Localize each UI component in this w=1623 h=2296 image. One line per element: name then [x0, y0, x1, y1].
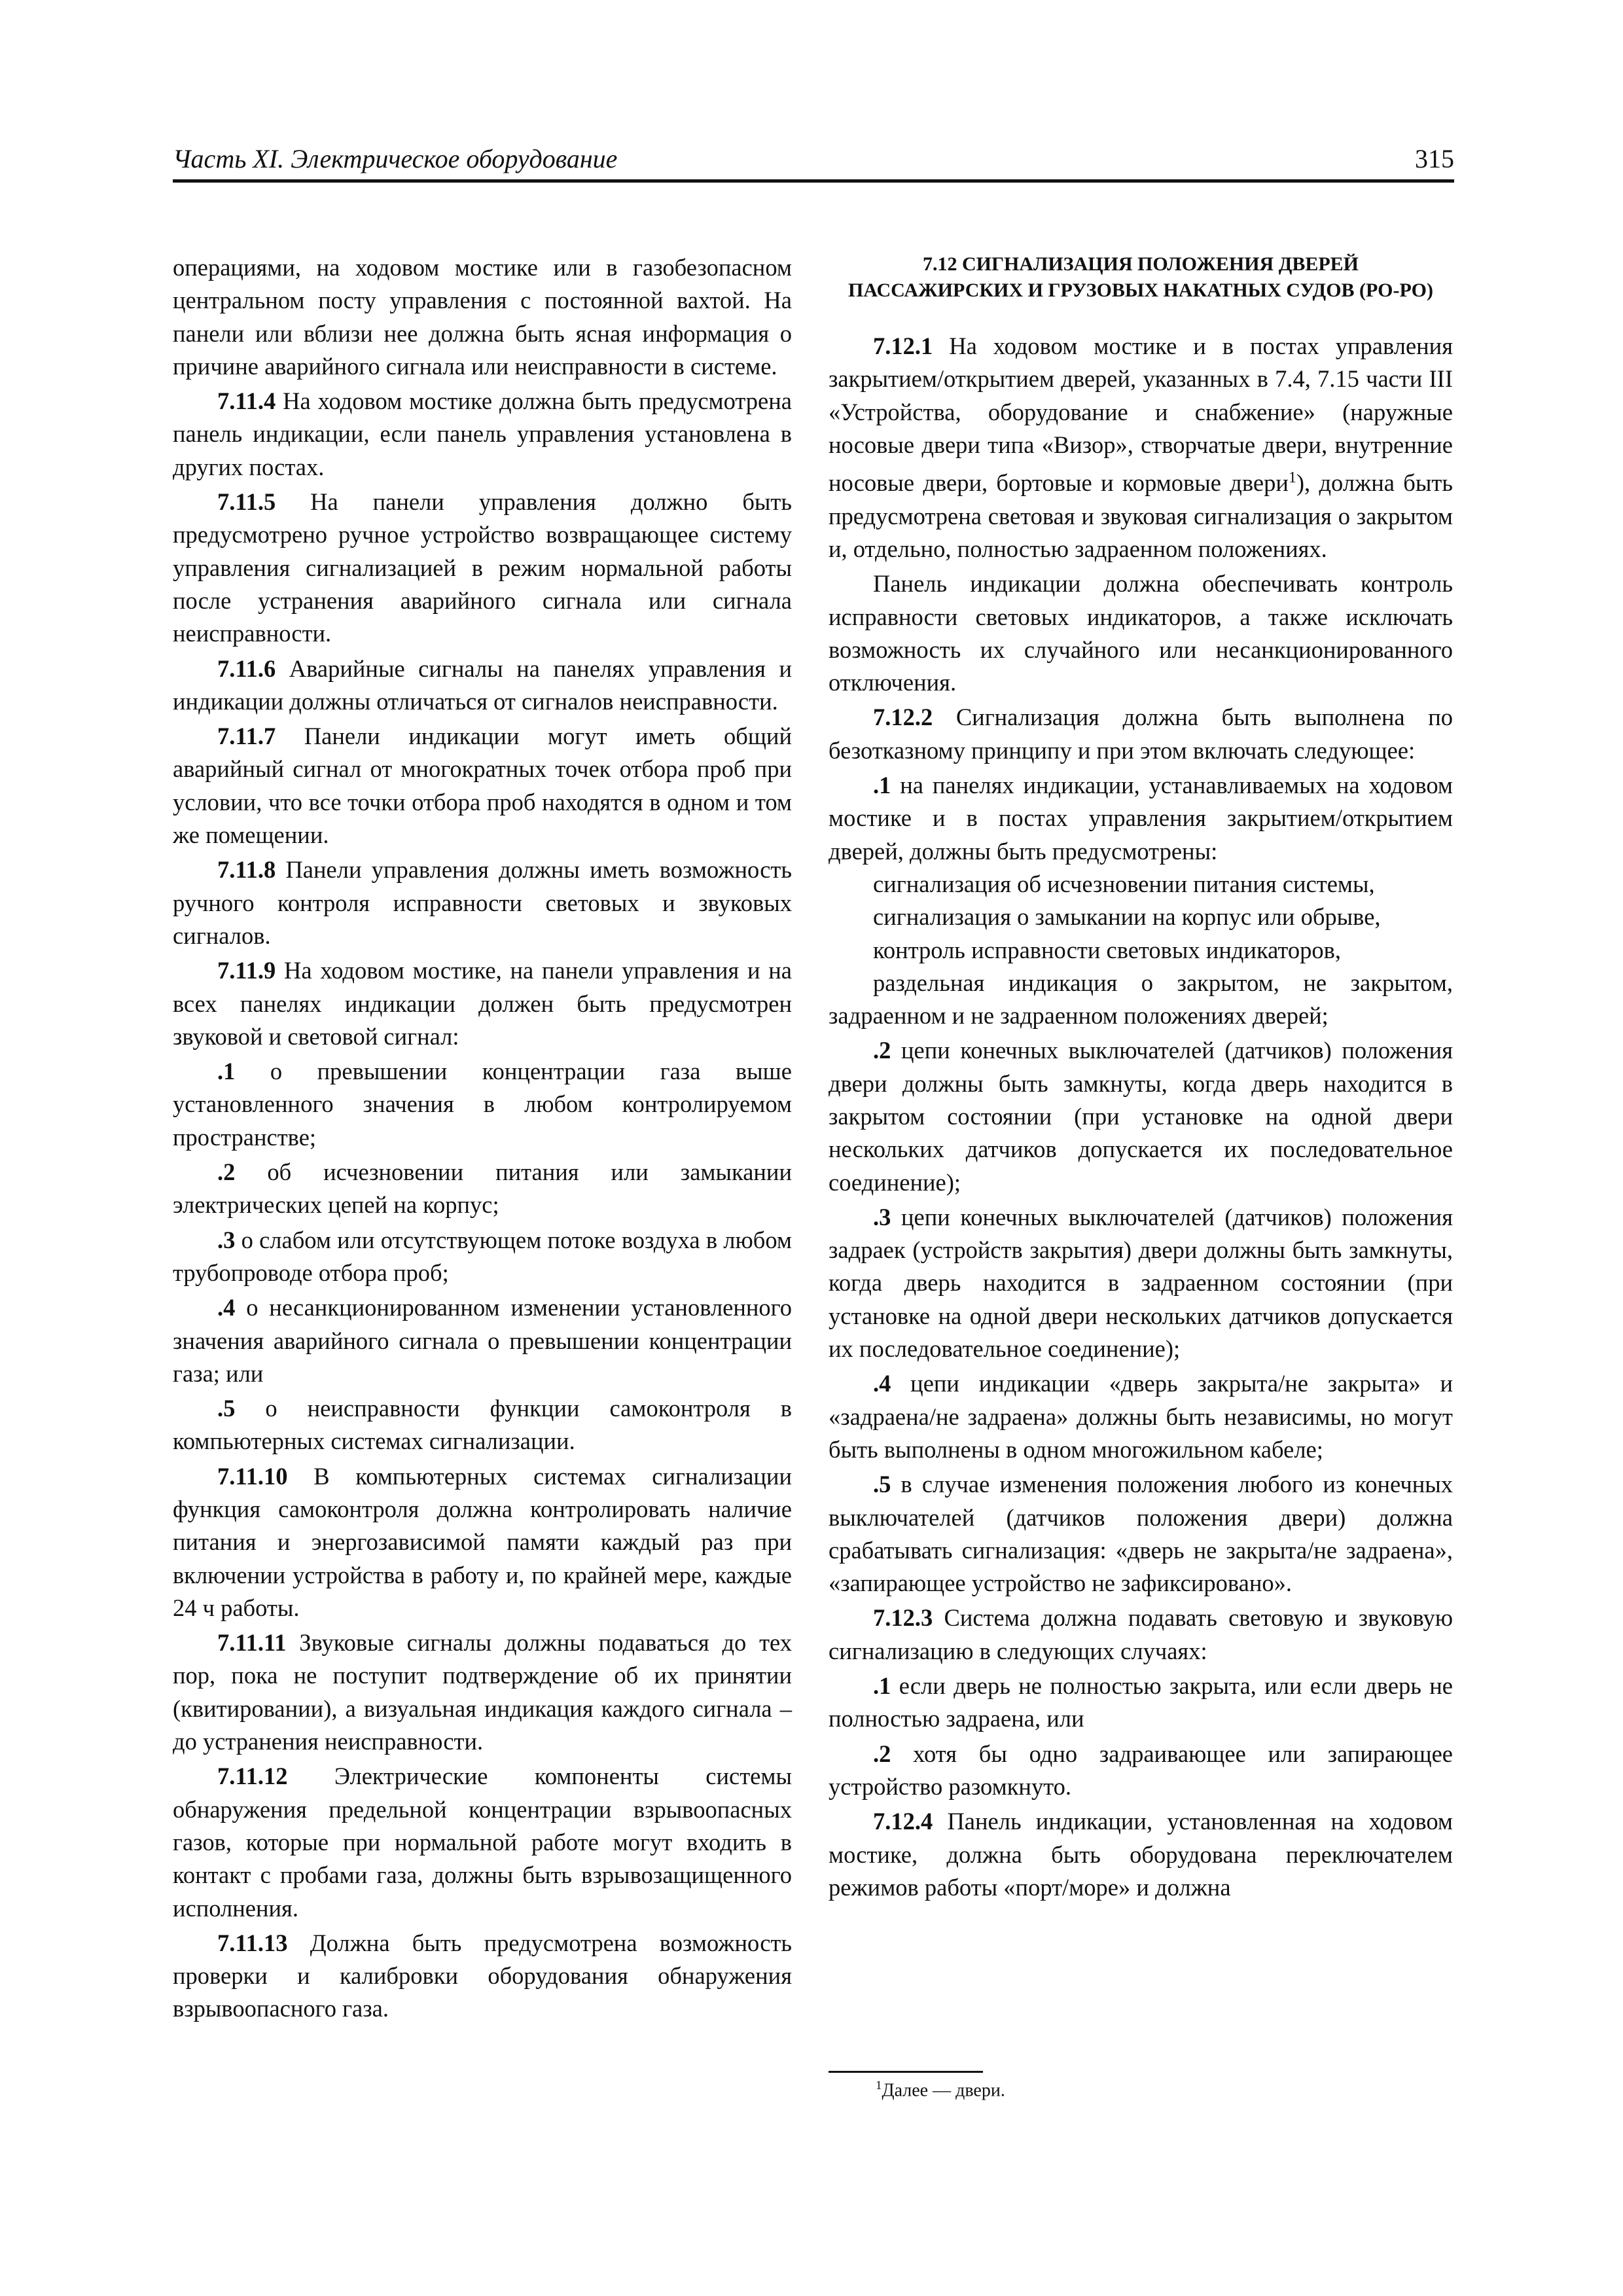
list-item: .2 цепи конечных выключателей (датчиков) положения двери должны быть замкнуты, когда дверь находится в закрытом состоянии (при установке на одной двери нескольких датчиков допускается их последовательное соединение);	[829, 1037, 1453, 1196]
list-subitem: сигнализация об исчезновении питания системы,	[873, 870, 1375, 897]
paragraph-panel: Панель индикации должна обеспечивать контроль исправности световых индикаторов, а также исключать возможность их случайного или несанкционированного отключения.	[829, 570, 1453, 696]
right-column	[829, 251, 1453, 1904]
list-item: .3 о слабом или отсутствующем потоке воздуха в любом трубопроводе отбора проб;	[173, 1226, 793, 1286]
clause-7-11-12: 7.11.12 Электрические компоненты системы обнаружения предельной концентрации взрывоопасных газов, которые при нормальной работе могут входить в контакт с пробами газа, должны быть взрывозащищенного исполнения.	[173, 1763, 793, 1922]
paragraph-intro: операциями, на ходовом мостике или в газобезопасном центральном посту управления с постоянной вахтой. На панели или вблизи нее должна быть ясная информация о причине аварийного сигнала или неисправности в системе.	[173, 254, 792, 380]
clause-7-12-2: 7.12.2 Сигнализация должна быть выполнена по безотказному принципу и при этом включать следующее:	[829, 704, 1453, 764]
section-title: 7.12 СИГНАЛИЗАЦИЯ ПОЛОЖЕНИЯ ДВЕРЕЙ ПАССАЖИРСКИХ И ГРУЗОВЫХ НАКАТНЫХ СУДОВ (РО-РО)	[848, 253, 1433, 301]
list-subitem: раздельная индикация о закрытом, не закрытом, задраенном и не задраенном положениях дверей;	[829, 969, 1453, 1030]
clause-7-11-13: 7.11.13 Должна быть предусмотрена возможность проверки и калибровки оборудования обнаружения взрывоопасного газа.	[173, 1929, 793, 2022]
page-header	[173, 145, 1454, 183]
footnote-rule	[829, 2071, 983, 2073]
clause-7-11-7: 7.11.7 Панели индикации могут иметь общий аварийный сигнал от многократных точек отбора проб при условии, что все точки отбора проб находятся в одном и том же помещении.	[173, 723, 793, 849]
list-item: .2 хотя бы одно задраивающее или запирающее устройство разомкнуто.	[829, 1740, 1453, 1800]
clause-7-12-1: 7.12.1 На ходовом мостике и в постах управления закрытием/открытием дверей, указанных в 7.4, 7.15 части III «Устройства, оборудование и снабжение» (наружные носовые двери типа «Визор», створчатые двери, внутренние носовые двери, бортовые и кормовые двери$^1$), должна быть предусмотрена световая и звуковая сигнализация о закрытом и, отдельно, полностью задраенном положениях.	[829, 332, 1454, 562]
list-item: .4 о несанкционированном изменении установленного значения аварийного сигнала о превышении концентрации газа; или	[173, 1294, 792, 1387]
running-title: Часть XI. Электрическое оборудование	[173, 144, 618, 173]
clause-7-11-6: 7.11.6 Аварийные сигналы на панелях управления и индикации должны отличаться от сигналов неисправности.	[173, 655, 792, 715]
clause-7-11-8: 7.11.8 Панели управления должны иметь возможность ручного контроля исправности световых и звуковых сигналов.	[173, 856, 792, 949]
clause-7-12-3: 7.12.3 Система должна подавать световую и звуковую сигнализацию в следующих случаях:	[829, 1604, 1453, 1664]
clause-7-11-9: 7.11.9 На ходовом мостике, на панели управления и на всех панелях индикации должен быть предусмотрен звуковой и световой сигнал:	[173, 957, 792, 1050]
list-item: .5 о неисправности функции самоконтроля в компьютерных системах сигнализации.	[173, 1395, 793, 1455]
clause-7-11-11: 7.11.11 Звуковые сигналы должны подаваться до тех пор, пока не поступит подтверждение об их принятии (квитировании), а визуальная индикация каждого сигнала – до устранения неисправности.	[173, 1629, 793, 1755]
clause-7-11-10: 7.11.10 В компьютерных системах сигнализации функция самоконтроля должна контролировать наличие питания и энергозависимой памяти каждый раз при включении устройства в работу и, по крайней мере, каждые 24 ч работы.	[173, 1462, 792, 1621]
list-item: .1 на панелях индикации, устанавливаемых на ходовом мостике и в постах управления закрытием/открытием дверей, должны быть предусмотрены:	[829, 772, 1453, 865]
clause-7-11-4: 7.11.4 На ходовом мостике должна быть предусмотрена панель индикации, если панель управления установлена в других постах.	[173, 387, 792, 480]
clause-7-12-4: 7.12.4 Панель индикации, установленная на ходовом мостике, должна быть оборудована переключателем режимов работы «порт/море» и должна	[829, 1808, 1453, 1901]
footnote: $^1$Далее — двери.	[876, 2079, 1005, 2101]
list-item: .4 цепи индикации «дверь закрыта/не закрыта» и «задраена/не задраена» должны быть независимы, но могут быть выполнены в одном многожильном кабеле;	[829, 1370, 1454, 1463]
list-item: .2 об исчезновении питания или замыкании электрических цепей на корпус;	[173, 1158, 792, 1219]
page-number: 315	[1415, 144, 1454, 173]
list-subitem: контроль исправности световых индикаторов,	[873, 936, 1341, 963]
list-subitem: сигнализация о замыкании на корпус или обрыве,	[873, 903, 1381, 931]
list-item: .3 цепи конечных выключателей (датчиков) положения задраек (устройств закрытия) двери должны быть замкнуты, когда дверь находится в задраенном состоянии (при установке на одной двери нескольких датчиков допускается их последовательное соединение);	[829, 1203, 1453, 1363]
clause-7-11-5: 7.11.5 На панели управления должно быть предусмотрено ручное устройство возвращающее систему управления сигнализацией в режим нормальной работы после устранения аварийного сигнала или сигнала неисправности.	[173, 488, 793, 647]
list-item: .1 о превышении концентрации газа выше установленного значения в любом контролируемом пространстве;	[173, 1058, 792, 1151]
left-column	[173, 251, 792, 2026]
list-item: .5 в случае изменения положения любого из конечных выключателей (датчиков положения двери) должна срабатывать сигнализация: «дверь не закрыта/не задраена», «запирающее устройство не зафиксировано».	[829, 1471, 1454, 1597]
list-item: .1 если дверь не полностью закрыта, или если дверь не полностью задраена, или	[829, 1672, 1454, 1732]
footnote-ref: 1	[1288, 469, 1296, 487]
